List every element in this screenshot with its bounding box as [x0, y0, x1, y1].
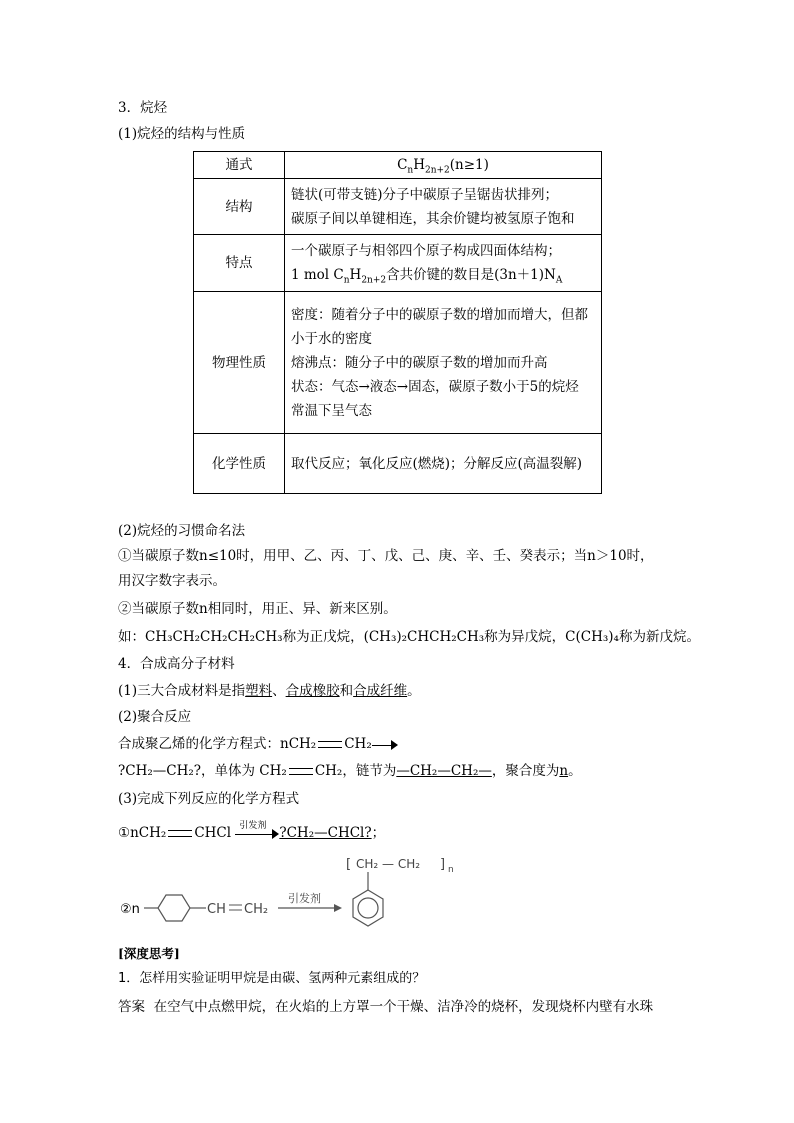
section-title: 3．烷烃	[118, 100, 168, 116]
naming-example: 如：CH₃CH₂CH₂CH₂CH₃称为正戊烷，(CH₃)₂CHCH₂CH₃称为异戊烷，C(CH₃)₄称为新戊烷。	[118, 629, 700, 645]
row-val-formula: $C_nH_{2n+2}(n\ge 1)$	[285, 152, 602, 179]
benzene-ring-icon	[158, 895, 190, 921]
eq2-ch: CH	[207, 902, 226, 917]
svg-text:[: [	[346, 857, 352, 872]
think-title: [深度思考]	[118, 946, 180, 961]
row-val-chemical: 取代反应；氧化反应(燃烧)；分解反应(高温裂解)	[285, 434, 602, 494]
alkane-property-table	[193, 151, 602, 494]
row-key-physical: 物理性质	[194, 292, 285, 434]
eq2-degree: n	[448, 865, 454, 875]
synthetic-materials: (1)三大合成材料是指塑料、合成橡胶和合成纤维。	[118, 683, 421, 699]
subsection-title: (2)聚合反应	[118, 709, 192, 725]
double-bond	[318, 741, 342, 748]
svg-text:]: ]	[440, 857, 446, 872]
eq2-ch2: CH₂	[244, 902, 269, 917]
row-key-feature: 特点	[194, 235, 285, 292]
polystyrene-reaction-diagram	[118, 848, 498, 943]
subsection-title: (3)完成下列反应的化学方程式	[118, 791, 300, 807]
question-1: 1．怎样用实验证明甲烷是由碳、氢两种元素组成的？	[118, 971, 426, 986]
row-key-chemical: 化学性质	[194, 434, 285, 494]
naming-rule-2: ②当碳原子数n相同时，用正、异、新来区别。	[118, 601, 397, 617]
double-bond	[289, 768, 313, 775]
polyethylene-equation: 合成聚乙烯的化学方程式：nCH₂ CH₂	[118, 734, 398, 754]
benzene-ring-icon	[353, 890, 383, 926]
eq2-condition: 引发剂	[288, 892, 321, 905]
reaction-arrow-icon: 引发剂	[235, 829, 279, 839]
naming-rule-1-cont: 用汉字数字表示。	[118, 573, 226, 589]
polyethylene-details: ?CH₂—CH₂?，单体为 CH₂ CH₂，链节为—CH₂—CH₂—，聚合度为n。	[118, 763, 582, 779]
pvc-equation: ①nCH₂ CHCl 引发剂 ?CH₂—CHCl?；	[118, 820, 386, 841]
section-title: 4．合成高分子材料	[118, 656, 235, 672]
row-val-structure: 链状(可带支链)分子中碳原子呈锯齿状排列； 碳原子间以单键相连，其余价键均被氢原子饱和	[285, 179, 602, 235]
row-val-physical: 密度：随着分子中的碳原子数的增加而增大，但都 小于水的密度 熔沸点：随分子中的碳原子数的增加而升高 状态：气态→液态→固态，碳原子数小于5的烷烃 常温下呈气态	[285, 292, 602, 434]
eq2-product: CH₂ — CH₂	[356, 857, 421, 871]
naming-rule-1: ①当碳原子数n≤10时，用甲、乙、丙、丁、戊、己、庚、辛、壬、癸表示；当n＞10时，	[118, 548, 654, 564]
double-bond	[168, 830, 192, 837]
eq2-label: ②n	[120, 902, 140, 917]
answer-1: 答案 在空气中点燃甲烷，在火焰的上方罩一个干燥、洁净冷的烧杯，发现烧杯内壁有水珠	[118, 999, 654, 1015]
row-key-formula: 通式	[194, 152, 285, 179]
row-val-feature: 一个碳原子与相邻四个原子构成四面体结构； 1 mol $C_nH_{2n+2}$含共价键的数目是$(3n+1)N_A$	[285, 235, 602, 292]
row-key-structure: 结构	[194, 179, 285, 235]
subsection-title: (1)烷烃的结构与性质	[118, 126, 246, 142]
reaction-arrow-icon	[334, 904, 342, 912]
reaction-arrow-icon	[372, 740, 398, 750]
subsection-title: (2)烷烃的习惯命名法	[118, 523, 246, 539]
